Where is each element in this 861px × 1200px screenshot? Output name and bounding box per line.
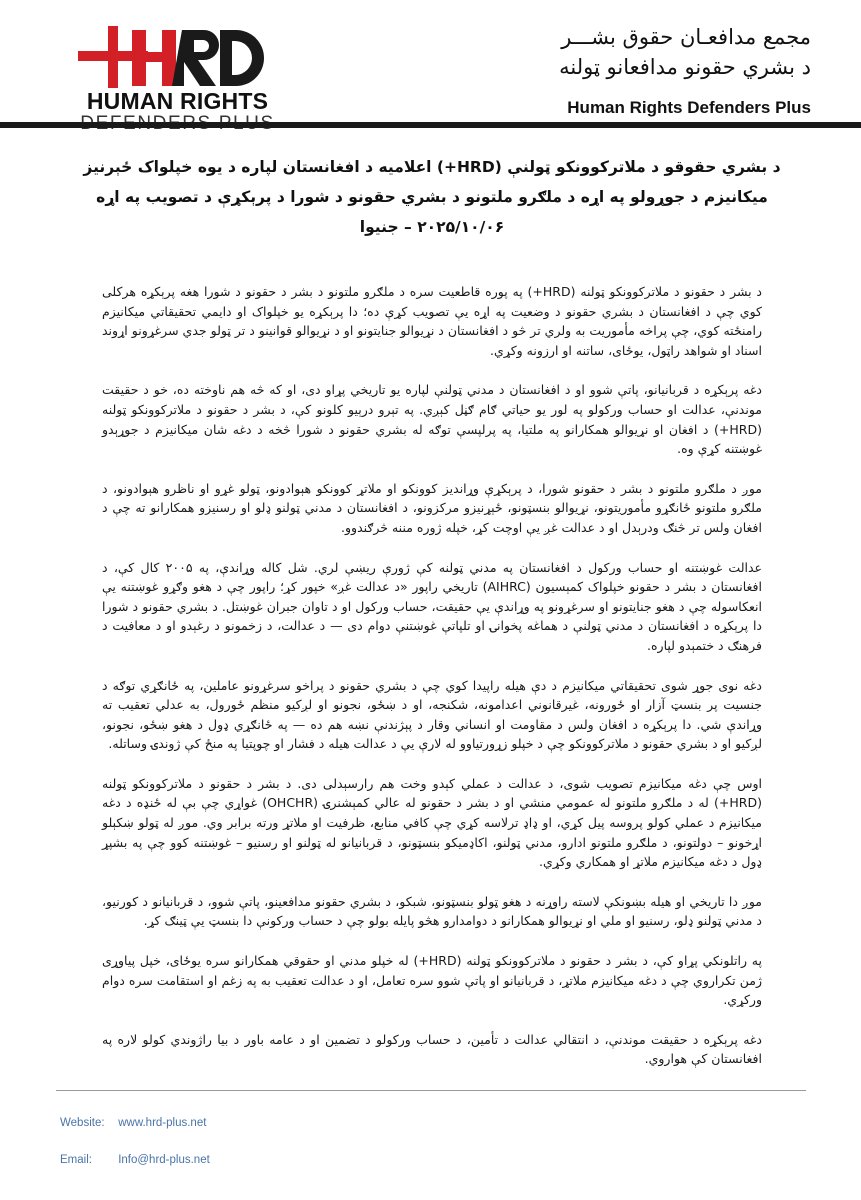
paragraph: په راتلونکي پړاو کې، د بشر د حقونو د ملاترکوونکو ټولنه (HRD+) له خپلو مدني او حقوقي همکارانو سره یوځای، خپل پیاوړی ژمن تکراروي چې د دغه میکانیزم ملاتړ، د قربانیانو او پاتې شوو سره تعامل، او د عدالت تعقیب به په زغم او استقامت سره دوام ورکړي.: [102, 953, 762, 1008]
paragraph: موږ د ملګرو ملتونو د بشر د حقونو شورا، د پرېکړې وړاندیز کوونکو او ملاتړ کوونکو هېوادونو، ټولو غړو او ناظرو هېوادونو، د ملګرو ملتونو ځانګړو مأموریتونو، نړیوالو بنسټونو، ځېړنیزو مرکزونو، د افغانستان د مدني ټولنو ډلو او رسنیزو همکارانو ته چې د افغان ولس تر څنګ ودرېدل او د عدالت غږ یې اوچت کړ، خپله ژوره مننه څرګندوو.: [102, 480, 762, 535]
hrd-logo: [70, 24, 285, 136]
title-line-2: میکانیزم د جوړولو په اړه د ملګرو ملتونو د بشري حقونو د شورا د پرېکړې د تصویب په اړه: [96, 188, 768, 206]
header-divider: [0, 122, 861, 128]
org-name-pashto: د بشري حقونو مدافعانو ټولنه: [559, 55, 811, 79]
paragraph: اوس چې دغه میکانیزم تصویب شوی، د عدالت د عملي کېدو وخت هم رارسېدلی دی. د بشر د حقونو د ملاترکوونکو ټولنه (HRD+) له د ملګرو ملتونو له عمومي منشي او د بشر د حقونو له عالي کمېشنرۍ (OHCHR) غواړي چې بې له ځنډه د دغه میکانیزم د عملي کولو پروسه پیل کړي، او ډاډ ترلاسه کړي چې کافي منابع، ظرفیت او ملاتړ ورته برابر وي. موږ له ټولو ښکېلو اړخونو – دولتونو، د ملګرو ملتونو ادارو، مدني ټولنو، اکاډمیکو بنسټونو، د قربانیانو له ټولنو او رسنیو – غوښتنه کوو چې په بشپړ ډول د دغه میکانیزم ملاتړ او همکاري وکړي.: [102, 775, 762, 870]
org-name-arabic: مجمع مدافعـان حقوق بشـــر: [561, 25, 811, 49]
paragraph: دغه نوی جوړ شوی تحقیقاتي میکانیزم د دې هیله راپیدا کوي چې د بشري حقونو د پراخو سرغړونو عاملین، په ځانګړي توګه د جنسیت پر بنسټ آزار او ځورونه، غیرقانوني اعدامونه، شکنجه، او د ښځو، نجونو او لږکیو منظم ځورول، به عدلي تعقیب ته وړاندې شي. دا پرېکړه د افغان ولس د مقاومت او انساني وقار د پېژندنې نښه هم ده — په ځانګړي ډول د هغو ښځو، نجونو، لږکیو او د بشري حقونو د ملاترکوونکو چې د خپلو زړورتیاوو له لارې یې د عدالت هیله د فشار او چوپتیا په منځ کې ژوندۍ وساتله.: [102, 677, 762, 752]
footer-email-row: [60, 1154, 210, 1166]
paragraph: دغه پرېکړه د حقیقت موندنې، د انتقالي عدالت د تأمین، د حساب ورکولو د تضمین او د عامه باور د بیا راژوندي کولو لاره په افغانستان کې هواروي.: [102, 1031, 762, 1067]
logo-letter-r: [172, 30, 219, 86]
org-name-english: Human Rights Defenders Plus: [567, 98, 811, 117]
email-link[interactable]: Info@hrd-plus.net: [118, 1154, 210, 1166]
website-link[interactable]: www.hrd-plus.net: [118, 1117, 207, 1129]
website-label: Website:: [60, 1117, 105, 1129]
document-body: [102, 282, 762, 1089]
paragraph: موږ دا تاریخي او هیله بښونکې لاسته راوړنه د هغو ټولو بنسټونو، شبکو، د بشري حقونو مدافعینو، پاتې شوو، د قربانیانو د کورنیو، د مدني ټولنو ډلو، رسنیو او ملي او نړیوالو همکارانو د دوامدارو هڅو پایله بولو چې د حساب ورکونې دا بنسټ یې ټینګ کړ.: [102, 893, 762, 929]
title-date-line: ۲۰۲۵/۱۰/۰۶ – جنیوا: [359, 218, 505, 236]
logo-letter-d: [220, 30, 264, 86]
email-label: Email:: [60, 1154, 92, 1166]
footer-website-row: [60, 1117, 206, 1129]
document-title: [82, 152, 782, 242]
title-line-1: د بشري حقوقو د ملاترکوونکو ټولنې (HRD+) اعلامیه د افغانستان لپاره د یوه خپلواک ځېرنیز: [83, 158, 781, 176]
logo-text-human-rights: HUMAN RIGHTS: [86, 88, 269, 114]
paragraph: د بشر د حقونو د ملاترکوونکو ټولنه (HRD+) په پوره قاطعیت سره د ملګرو ملتونو د بشر د حقونو د شورا هغه پرېکړه هرکلی کوي چې د افغانستان د بشري حقونو د وضعیت په اړه یې تصویب کړې ده؛ دا پرېکړه یو خپلواک او دایمي تحقیقاتي میکانیزم رامنځته کوي، چې پراخه مأموریت به ولري تر څو د افغانستان د نړیوالو جنایتونو او د نړیوالو قوانینو د تر ټولو جدي سرغړونو اړوند اسناد او شواهد راټول، یوځای، ساتنه او ارزونه وکړي.: [102, 284, 762, 358]
organization-names: [491, 22, 811, 118]
footer-divider: [56, 1090, 806, 1091]
paragraph: عدالت غوښتنه او حساب ورکول د افغانستان په مدني ټولنه کې ژورې ریښې لري. شل کاله وړاندې، په ۲۰۰۵ کال کې، د افغانستان د بشر د حقونو خپلواک کمېسیون (AIHRC) تاریخي راپور «د عدالت غږ» خپور کړ؛ راپور چې د هغو وګړو غوښتنه یې انعکاسوله چې د هغو جنایتونو او سرغړونو په وړاندې یې حقیقت، حساب ورکول او د تاوان جبران غوښتل. د بشري حقونو د شورا دا پرېکړه د افغانستان د مدني ټولنې د هماغه پخوانۍ او تلپاتې غوښتنې دوام دی — د عدالت، د زخمونو د رغېدو او د معافیت د فرهنګ د ختمېدو لپاره.: [102, 559, 763, 653]
paragraph: دغه پرېکړه د قربانیانو، پاتې شوو او د افغانستان د مدني ټولنې لپاره یو تاریخي پړاو دی، او که څه هم ناوخته ده، خو د حقیقت موندنې، عدالت او حساب ورکولو په لور یو حیاتي ګام ګڼل کېږي. په تېرو درېیو کلونو کې، د بشر د حقونو د ملاترکوونکو ټولنه (HRD+) د افغان او نړیوالو همکارانو په ملتیا، په پرلپسې توګه له بشري حقونو د شورا څخه د دغه شان میکانیزم د جوړېدو غوښتنه کړې وه.: [102, 382, 762, 457]
